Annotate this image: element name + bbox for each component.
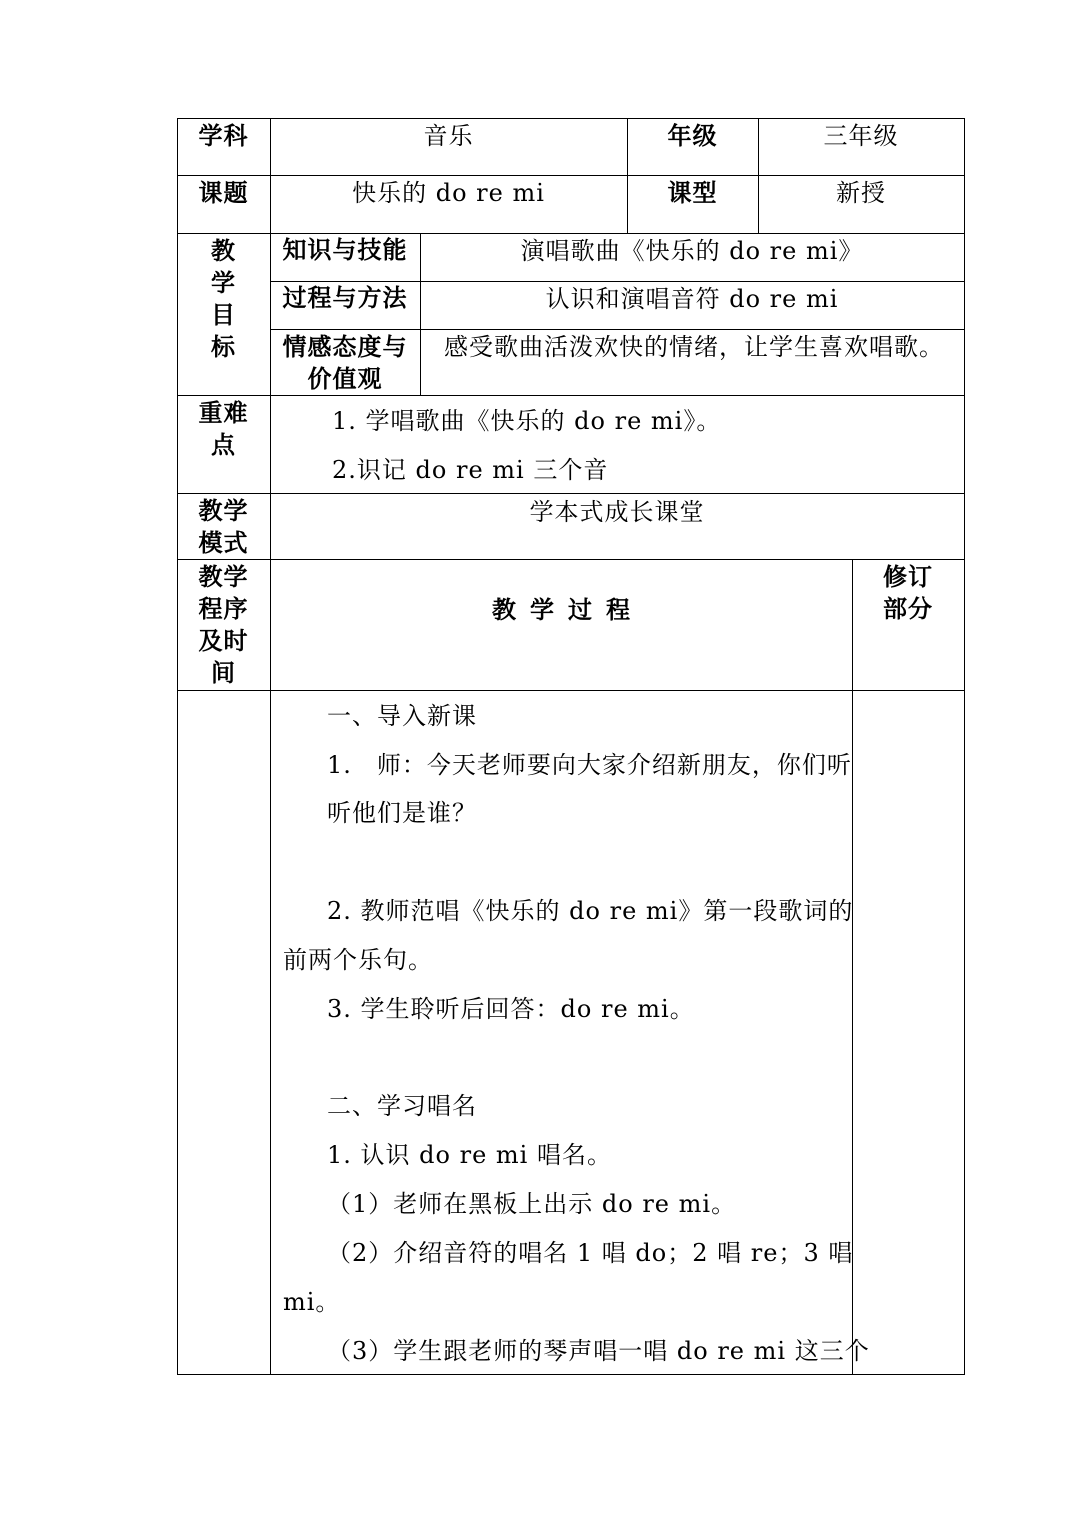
body-line: 2. 教师范唱《快乐的 do re mi》第一段歌词的 [327, 897, 854, 925]
process-method-label: 过程与方法 [282, 284, 408, 312]
grade-value: 三年级 [823, 122, 899, 150]
emotion-label: 情感态度与 价值观 [282, 333, 408, 393]
mode-label: 教学 模式 [198, 497, 249, 557]
subject-label: 学科 [198, 122, 249, 150]
emotion-value: 感受歌曲活泼欢快的情绪，让学生喜欢唱歌。 [444, 333, 944, 361]
key-point-2: 2.识记 do re mi 三个音 [332, 456, 609, 484]
body-line: 1. 认识 do re mi 唱名。 [327, 1141, 612, 1169]
knowledge-value: 演唱歌曲《快乐的 do re mi》 [520, 237, 864, 265]
grade-label: 年级 [667, 122, 718, 150]
body-line: 前两个乐句。 [283, 946, 433, 974]
body-line: 3. 学生聆听后回答：do re mi。 [327, 995, 695, 1023]
table-border-bottom [177, 1374, 965, 1375]
type-value: 新授 [836, 179, 886, 207]
procedure-label: 教学 程序 及时 间 [198, 563, 249, 687]
table-border-right [964, 118, 965, 1375]
goals-label: 教 学 目 标 [211, 237, 236, 361]
body-line: （2）介绍音符的唱名 1 唱 do；2 唱 re；3 唱 [327, 1239, 854, 1267]
body-line: 听他们是谁？ [327, 799, 477, 827]
key-point-1: 1. 学唱歌曲《快乐的 do re mi》。 [332, 407, 722, 435]
table-border-top [177, 118, 965, 119]
subject-value: 音乐 [423, 122, 474, 150]
key-points-label: 重难 点 [198, 399, 249, 459]
body-line: mi。 [283, 1288, 341, 1316]
process-method-value: 认识和演唱音符 do re mi [545, 285, 839, 313]
topic-label: 课题 [198, 179, 249, 207]
body-line: （1）老师在黑板上出示 do re mi。 [327, 1190, 737, 1218]
row-divider [177, 395, 965, 396]
type-label: 课型 [667, 179, 718, 207]
row-divider [177, 175, 965, 176]
row-divider [270, 329, 965, 330]
row-divider [177, 559, 965, 560]
process-title: 教学过程 [492, 596, 644, 624]
row-divider [177, 493, 965, 494]
row-divider [177, 233, 965, 234]
topic-value: 快乐的 do re mi [352, 179, 545, 207]
body-line: （3）学生跟老师的琴声唱一唱 do re mi 这三个 [327, 1337, 870, 1365]
revision-label: 修订 部分 [883, 563, 933, 623]
body-line: 一、导入新课 [327, 702, 477, 730]
body-line: 1. 师：今天老师要向大家介绍新朋友，你们听 [327, 751, 852, 779]
row-divider [270, 281, 965, 282]
mode-value: 学本式成长课堂 [529, 498, 705, 526]
knowledge-label: 知识与技能 [282, 236, 408, 264]
row-divider [177, 690, 965, 691]
body-line: 二、学习唱名 [327, 1092, 477, 1120]
